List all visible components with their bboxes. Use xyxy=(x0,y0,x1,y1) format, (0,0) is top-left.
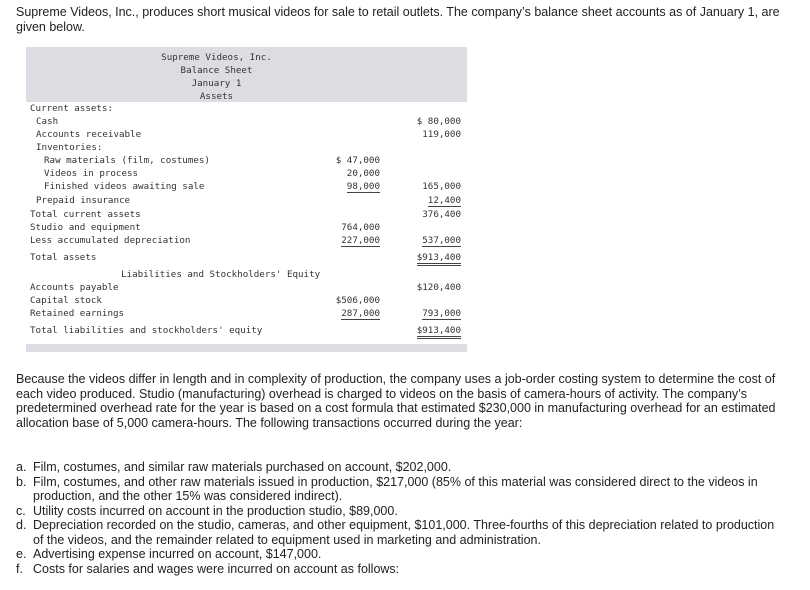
value-studio-equipment: 764,000 xyxy=(341,222,380,233)
list-marker: c. xyxy=(16,503,26,518)
row-total-current-assets xyxy=(26,208,467,221)
label-studio-equipment: Studio and equipment xyxy=(30,222,141,233)
statement-date: January 1 xyxy=(191,78,242,89)
value-net-studio: 537,000 xyxy=(422,235,461,246)
value-prepaid-insurance: 12,400 xyxy=(427,195,461,206)
row-accounts-receivable xyxy=(26,128,467,141)
label-total-current-assets: Total current assets xyxy=(30,209,141,220)
row-inventories xyxy=(26,141,467,154)
value-cash: $ 80,000 xyxy=(416,116,461,127)
label-raw-materials: Raw materials (film, costumes) xyxy=(44,155,210,166)
label-videos-in-process: Videos in process xyxy=(44,168,139,179)
value-accounts-payable: $120,400 xyxy=(416,282,461,293)
row-current-assets xyxy=(26,102,467,115)
row-finished-videos xyxy=(26,180,467,193)
label-total-liabilities-equity: Total liabilities and stockholders' equity xyxy=(30,325,263,336)
label-prepaid-insurance: Prepaid insurance xyxy=(36,195,131,206)
row-liabilities-heading xyxy=(26,268,467,281)
row-retained-earnings xyxy=(26,307,467,320)
row-accounts-payable xyxy=(26,281,467,294)
value-raw-materials: $ 47,000 xyxy=(335,155,380,166)
assets-heading: Assets xyxy=(199,91,234,102)
list-item-text: Costs for salaries and wages were incurred on account as follows: xyxy=(33,561,400,576)
list-marker: b. xyxy=(16,474,27,489)
liabilities-heading: Liabilities and Stockholders' Equity xyxy=(121,269,321,280)
list-marker: d. xyxy=(16,518,27,532)
list-item xyxy=(16,518,786,547)
row-total-assets xyxy=(26,251,467,264)
label-accounts-payable: Accounts payable xyxy=(30,282,119,293)
list-item xyxy=(16,460,786,475)
list-marker: f. xyxy=(16,561,23,576)
value-inventories-total: 165,000 xyxy=(422,181,461,192)
label-finished-videos: Finished videos awaiting sale xyxy=(44,181,205,192)
balance-sheet-footer-bar xyxy=(26,344,467,352)
label-accumulated-depreciation: Less accumulated depreciation xyxy=(30,235,191,246)
statement-title: Balance Sheet xyxy=(180,65,253,76)
row-total-liabilities-equity xyxy=(26,324,467,337)
row-studio-equipment xyxy=(26,221,467,234)
list-marker: a. xyxy=(16,460,27,474)
value-accumulated-depreciation: 227,000 xyxy=(341,235,380,246)
list-item xyxy=(16,504,786,519)
transactions-list xyxy=(16,460,786,576)
list-item-text: Depreciation recorded on the studio, cameras, and other equipment, $101,000. Three-fourths of this depreciation related to production of the videos, and the remainder related to equipment used in marketing and administration. xyxy=(33,518,775,547)
row-cash xyxy=(26,115,467,128)
list-item xyxy=(16,562,786,577)
value-total-liabilities-equity: $913,400 xyxy=(417,325,461,339)
description-paragraph: Because the videos differ in length and in complexity of production, the company uses a job-order costing system to determine the cost of each video produced. Studio (manufacturing) overhead is charged to videos on the basis of camera-hours of activity. The company’s predetermined overhead rate for the year is based on a cost formula that estimated $230,000 in manufacturing overhead for an estimated allocation base of 5,000 camera-hours. The following transactions occurred during the year: xyxy=(16,372,776,430)
row-prepaid-insurance xyxy=(26,194,467,207)
value-total-current-assets: 376,400 xyxy=(422,209,461,220)
balance-sheet xyxy=(26,47,467,352)
label-total-assets: Total assets xyxy=(30,252,97,263)
label-inventories: Inventories: xyxy=(36,142,103,153)
label-current-assets: Current assets: xyxy=(30,103,113,114)
row-capital-stock xyxy=(26,294,467,307)
value-accounts-receivable: 119,000 xyxy=(422,129,461,140)
list-item-text: Utility costs incurred on account in the production studio, $89,000. xyxy=(33,503,398,518)
value-videos-in-process: 20,000 xyxy=(346,168,380,179)
value-retained-earnings: 287,000 xyxy=(341,308,380,319)
list-item-text: Film, costumes, and similar raw materials purchased on account, $202,000. xyxy=(33,460,452,474)
label-accounts-receivable: Accounts receivable xyxy=(36,129,142,140)
list-item-text: Film, costumes, and other raw materials issued in production, $217,000 (85% of this material was considered direct to the videos in production, and the other 15% was considered indirect). xyxy=(33,474,758,503)
company-name: Supreme Videos, Inc. xyxy=(161,52,272,63)
value-finished-videos: 98,000 xyxy=(346,181,380,192)
label-retained-earnings: Retained earnings xyxy=(30,308,125,319)
row-raw-materials xyxy=(26,154,467,167)
label-capital-stock: Capital stock xyxy=(30,295,102,306)
list-marker: e. xyxy=(16,547,27,561)
balance-sheet-header xyxy=(26,47,467,102)
value-total-assets: $913,400 xyxy=(417,252,461,266)
list-item xyxy=(16,547,786,562)
list-item-text: Advertising expense incurred on account, $147,000. xyxy=(33,547,322,561)
row-accumulated-depreciation xyxy=(26,234,467,247)
label-cash: Cash xyxy=(36,116,59,127)
value-capital-stock: $506,000 xyxy=(335,295,380,306)
row-videos-in-process xyxy=(26,167,467,180)
list-item xyxy=(16,475,786,504)
value-equity-total: 793,000 xyxy=(422,308,461,319)
intro-text: Supreme Videos, Inc., produces short musical videos for sale to retail outlets. The company’s balance sheet accounts as of January 1, are given below. xyxy=(16,5,780,34)
